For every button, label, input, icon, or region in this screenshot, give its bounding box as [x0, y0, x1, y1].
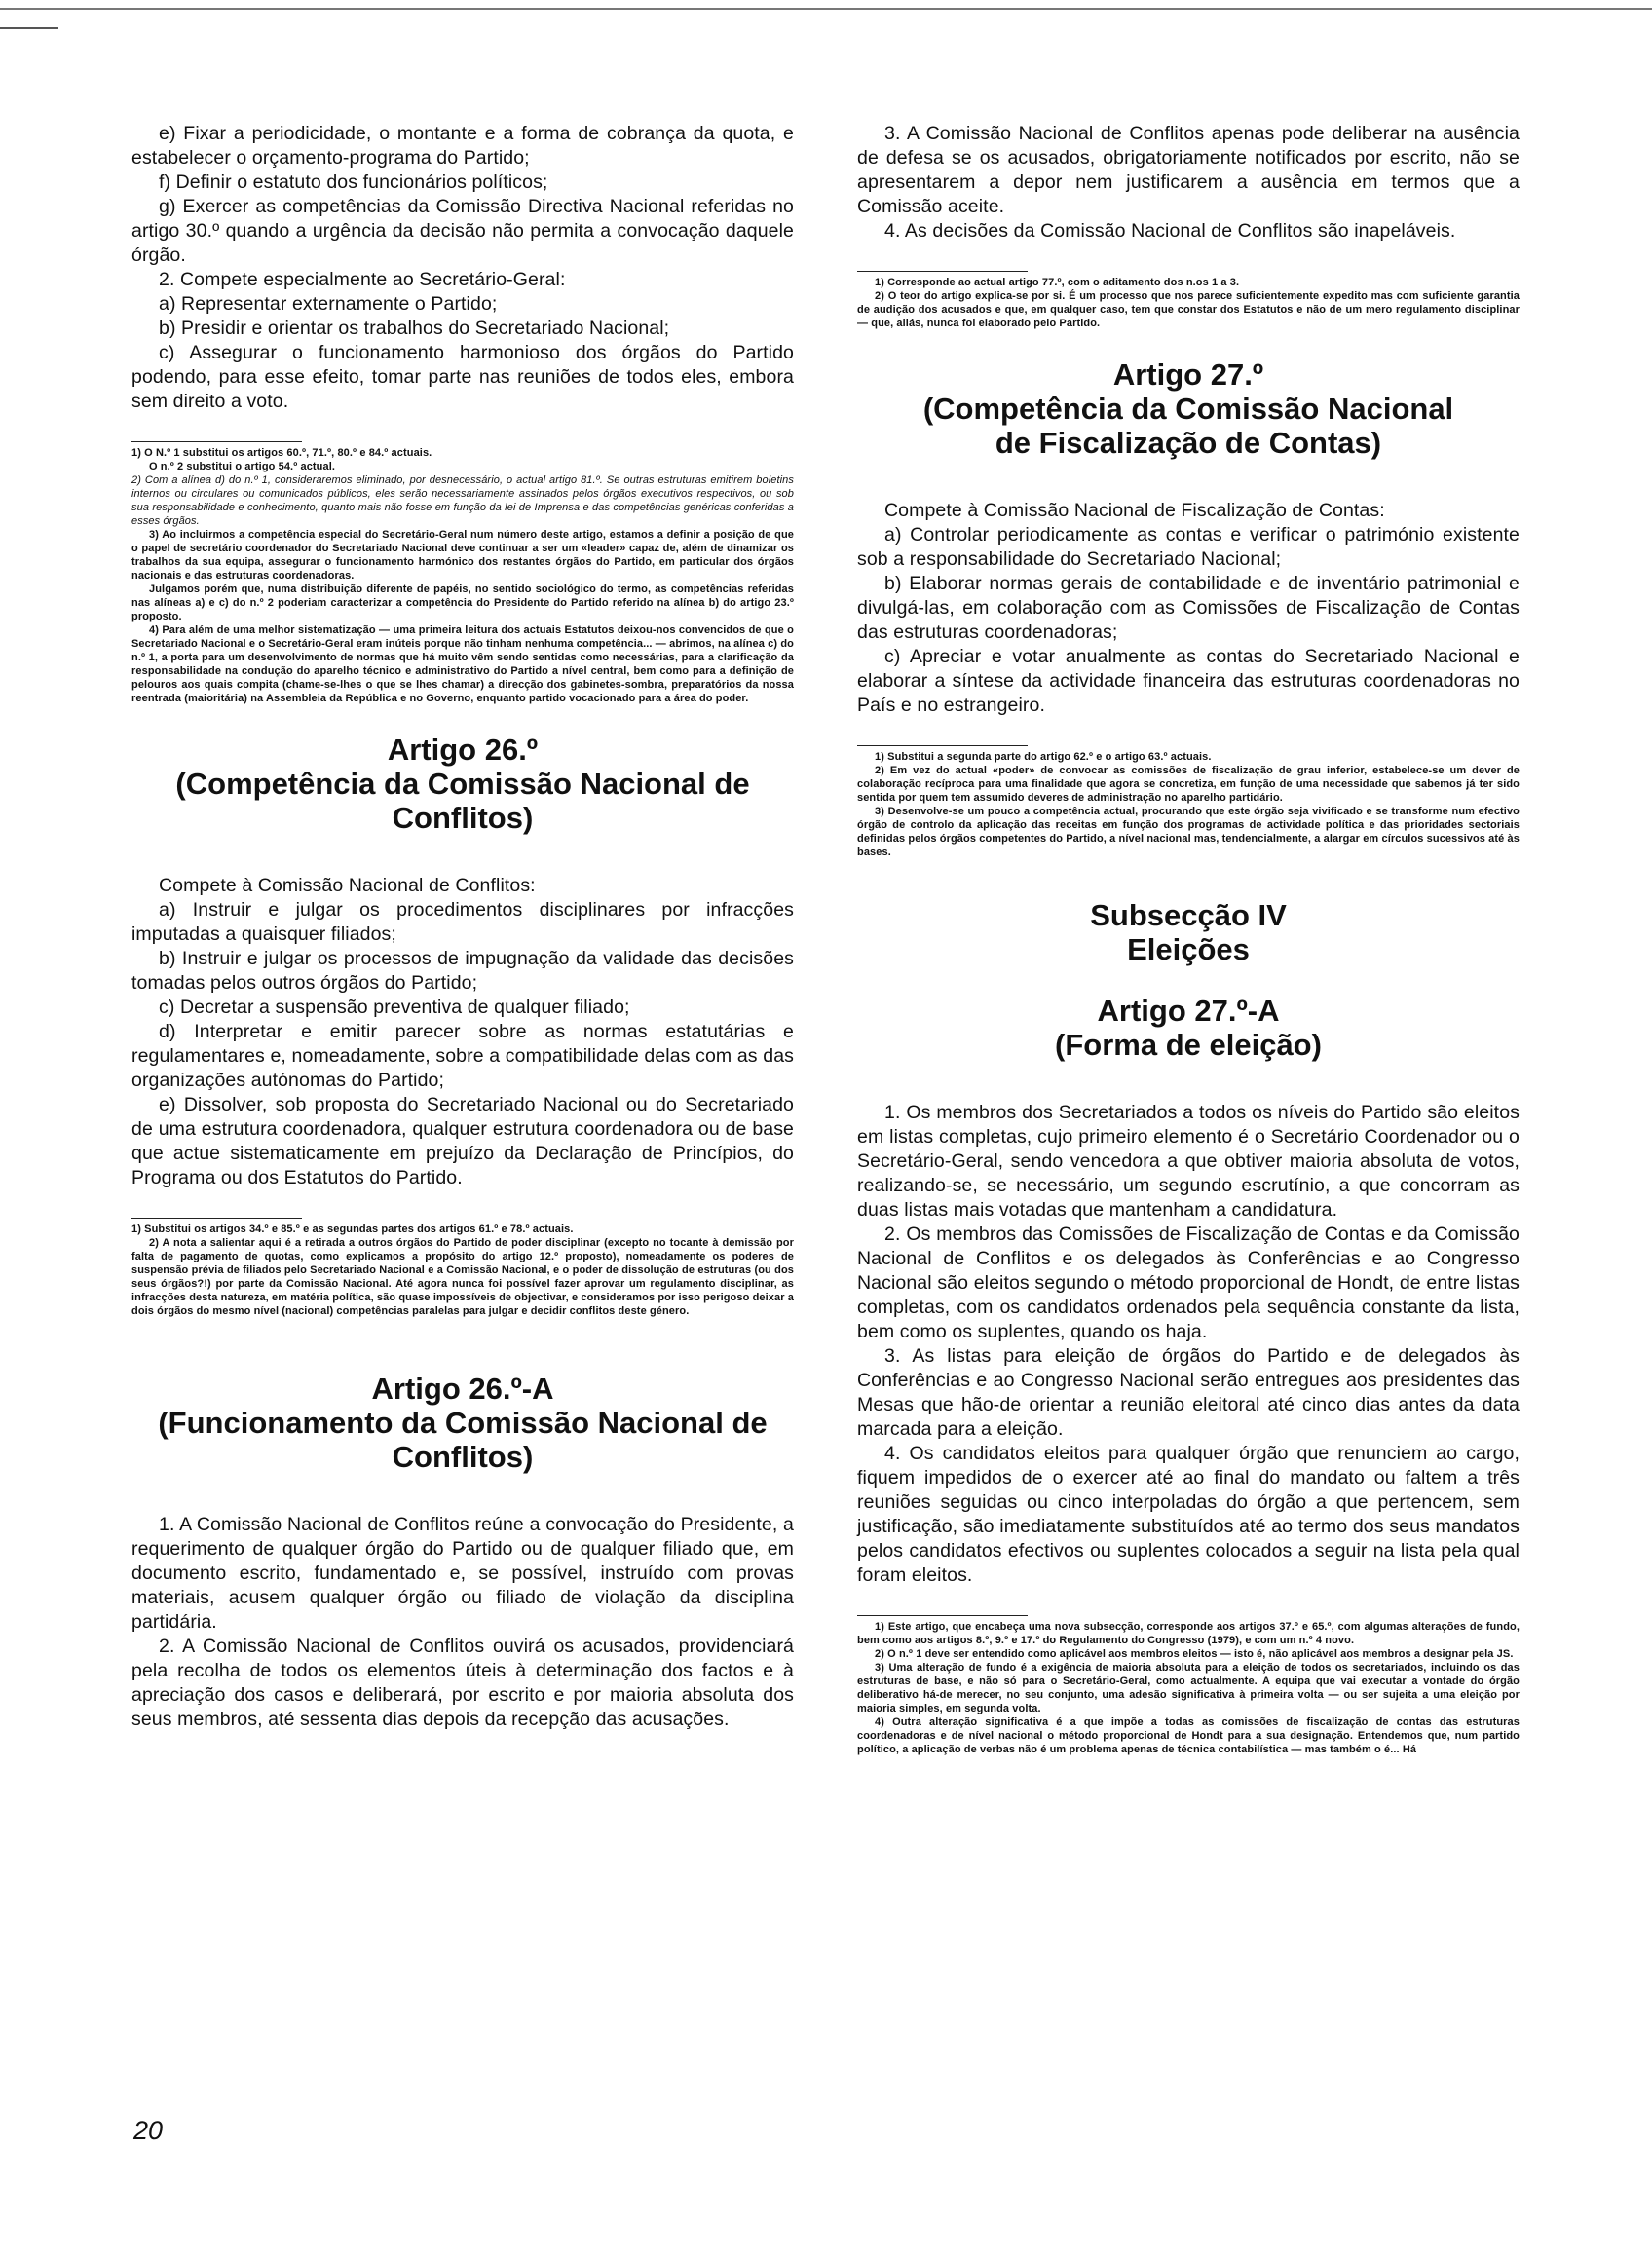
footnote: Julgamos porém que, numa distribuição diferente de papéis, no sentido sociológico do termo, as competências referidas nas alíneas a) e c) do n.º 2 poderiam caracterizar a competência do Presidente do Partido referido na alínea b) do artigo 23.º proposto.	[131, 584, 794, 622]
top-border-line	[0, 8, 1652, 10]
paragraph: c) Decretar a suspensão preventiva de qualquer filiado;	[159, 997, 630, 1018]
top-corner-mark	[0, 27, 58, 29]
paragraph: 1. A Comissão Nacional de Conflitos reúne a convocação do Presidente, a requerimento de qualquer órgão do Partido ou de qualquer filiado que, em documento escrito, fundamentado e, se possível, instruído com provas materiais, acusem qualquer órgão ou filiado de violação da disciplina partidária.	[131, 1514, 794, 1633]
footnote: 1) Substitui os artigos 34.º e 85.º e as segundas partes dos artigos 61.º e 78.º actuais.	[131, 1224, 574, 1235]
paragraph: 3. As listas para eleição de órgãos do Partido e de delegados às Conferências e ao Congresso Nacional serão entregues aos presidentes das Mesas que hão-de orientar a reunião eleitoral até cinco dias antes da data marcada para a eleição.	[857, 1345, 1520, 1440]
right-column	[857, 122, 1520, 1756]
subsection-title: Subsecção IV Eleições	[1090, 898, 1287, 966]
paragraph: b) Elaborar normas gerais de contabilidade e de inventário patrimonial e divulgá-las, em colaboração com as Comissões de Fiscalização de Contas das estruturas coordenadoras;	[857, 573, 1520, 643]
paragraph: 1. Os membros dos Secretariados a todos os níveis do Partido são eleitos em listas completas, cujo primeiro elemento é o Secretário Coordenador ou o Secretário-Geral, sendo vencedora a que obtiver maioria absoluta de votos, realizando-se, se necessário, um segundo escrutínio, a que concorram as duas listas mais votadas que mantenham a candidatura.	[857, 1102, 1520, 1221]
paragraph: 3. A Comissão Nacional de Conflitos apenas pode deliberar na ausência de defesa se os acusados, obrigatoriamente notificados por escrito, não se apresentarem a depor nem justificarem a ausência em termos que a Comissão aceite.	[857, 123, 1520, 217]
paragraph: Compete à Comissão Nacional de Fiscalização de Contas:	[884, 500, 1385, 521]
paragraph: e) Fixar a periodicidade, o montante e a forma de cobrança da quota, e estabelecer o orçamento-programa do Partido;	[131, 123, 794, 169]
paragraph: e) Dissolver, sob proposta do Secretariado Nacional ou do Secretariado de uma estrutura coordenadora, qualquer estrutura coordenadora ou de base que actue sistematicamente em prejuízo da Declaração de Princípios, do Programa ou dos Estatutos do Partido.	[131, 1094, 794, 1188]
paragraph: c) Assegurar o funcionamento harmonioso dos órgãos do Partido podendo, para esse efeito, tomar parte nas reuniões de todos eles, embora sem direito a voto.	[131, 342, 794, 412]
footnote: 2) Em vez do actual «poder» de convocar as comissões de fiscalização de grau inferior, estabelece-se um dever de colaboração recíproca para uma finalidade que agora se concretiza, em função de uma necessidade que sabemos já ter sido sentida por quem tem assumido deveres de administração no aparelho partidário.	[857, 765, 1520, 804]
paragraph: a) Instruir e julgar os procedimentos disciplinares por infracções imputadas a quaisquer filiados;	[131, 899, 794, 945]
footnote: 3) Desenvolve-se um pouco a competência actual, procurando que este órgão seja vivificado e se transforme num efectivo órgão de controlo da aplicação das receitas em função dos programas de actividade política e das prioridades sectoriais definidas pelos órgãos competentes do Partido, a nível nacional mas, tendencialmente, a alargar em círculos sucessivos até às bases.	[857, 806, 1520, 858]
paragraph: f) Definir o estatuto dos funcionários políticos;	[159, 171, 548, 193]
footnote-separator	[131, 441, 302, 442]
footnote: 1) Este artigo, que encabeça uma nova subsecção, corresponde aos artigos 37.º e 65.º, com algumas alterações de fundo, bem como aos artigos 8.º, 9.º e 17.º do Regulamento do Congresso (1979), e com um n.º 4 novo.	[857, 1621, 1520, 1646]
paragraph: 4. Os candidatos eleitos para qualquer órgão que renunciem ao cargo, fiquem impedidos de o exercer até ao final do mandato ou faltem a três reuniões seguidas ou cinco interpoladas do órgão a que pertencem, sem justificação, são imediatamente substituídos até ao termo dos seus mandatos pelos candidatos efectivos ou suplentes colocados a seguir na lista pela qual foram eleitos.	[857, 1443, 1520, 1586]
paragraph: d) Interpretar e emitir parecer sobre as normas estatutárias e regulamentares e, nomeadamente, sobre a compatibilidade delas com as das organizações autónomas do Partido;	[131, 1021, 794, 1091]
paragraph: a) Representar externamente o Partido;	[159, 293, 498, 315]
paragraph: 2. Os membros das Comissões de Fiscalização de Contas e da Comissão Nacional de Conflitos e os delegados às Conferências e ao Congresso Nacional são eleitos segundo o método proporcional de Hondt, de entre listas completas, com os candidatos ordenados pela sequência constante da lista, bem como os suplentes, quando os haja.	[857, 1224, 1520, 1342]
footnote: 3) Ao incluirmos a competência especial do Secretário-Geral num número deste artigo, estamos a definir a posição de que o papel de secretário coordenador do Secretariado Nacional deve continuar a ser um «leader» capaz de, além de dinamizar os trabalhos da sua equipa, assegurar o funcionamento harmónico dos restantes órgãos do Partido, em particular dos órgãos nacionais e das estruturas coordenadoras.	[131, 529, 794, 582]
paragraph: b) Instruir e julgar os processos de impugnação da validade das decisões tomadas pelos outros órgãos do Partido;	[131, 948, 794, 994]
paragraph: Compete à Comissão Nacional de Conflitos:	[159, 875, 536, 896]
footnote: 2) O n.º 1 deve ser entendido como aplicável aos membros eleitos — isto é, não aplicável aos membros a designar pela JS.	[875, 1648, 1514, 1660]
paragraph: 4. As decisões da Comissão Nacional de Conflitos são inapeláveis.	[884, 220, 1456, 242]
footnote-separator	[857, 1615, 1028, 1616]
article-title: Artigo 27.º (Competência da Comissão Nacional de Fiscalização de Contas)	[922, 358, 1454, 460]
footnote-separator	[857, 271, 1028, 272]
paragraph: 2. Compete especialmente ao Secretário-Geral:	[159, 269, 566, 290]
footnote: 4) Para além de uma melhor sistematização — uma primeira leitura dos actuais Estatutos deixou-nos convencidos de que o Secretariado Nacional e o Secretário-Geral eram inúteis porque não tinham nenhuma competência... — abrimos, na alínea c) do n.º 1, a porta para um desenvolvimento de normas que há muito vêm sendo sentidas como necessárias, para a clarificação da responsabilidade na condução do aparelho técnico e administrativo do Partido a nível central, bem como para a definição de pelouros aos quais compita (chame-se-lhes o que se lhes chamar) a direcção dos gabinetes-sombra, preparatórios da nossa reentrada (maioritária) na Assembleia da República e no Governo, enquanto partido vocacionado para a área do poder.	[131, 624, 794, 704]
footnote: 3) Uma alteração de fundo é a exigência de maioria absoluta para a eleição de todos os secretariados, incluindo os das estruturas de base, e não só para o Secretário-Geral, como actualmente. A equipa que vai executar a vontade do órgão deliberativo há-de merecer, no seu conjunto, uma adesão significativa à primeira volta — ou ser sujeita a uma eleição por maioria simples, em segunda volta.	[857, 1662, 1520, 1714]
footnote: 1) Substitui a segunda parte do artigo 62.º e o artigo 63.º actuais.	[875, 751, 1212, 763]
footnote: O n.º 2 substitui o artigo 54.º actual.	[149, 461, 336, 472]
footnote-separator	[131, 1218, 302, 1219]
article-title: Artigo 26.º (Competência da Comissão Nacional de Conflitos)	[175, 733, 750, 835]
paragraph: 2. A Comissão Nacional de Conflitos ouvirá os acusados, providenciará pela recolha de todos os elementos úteis à determinação dos factos e à apreciação dos casos e deliberará, por escrito e por maioria absoluta dos seus membros, até sessenta dias depois da recepção das acusações.	[131, 1636, 794, 1730]
paragraph: a) Controlar periodicamente as contas e verificar o património existente sob a responsabilidade do Secretariado Nacional;	[857, 524, 1520, 570]
footnote: 4) Outra alteração significativa é a que impõe a todas as comissões de fiscalização de contas das estruturas coordenadoras e de nível nacional o método proporcional de Hondt para a sua designação. Entendemos que, num partido político, a aplicação de verbas não é um problema apenas de técnica contabilística — mas também o é... Há	[857, 1716, 1520, 1755]
paragraph: g) Exercer as competências da Comissão Directiva Nacional referidas no artigo 30.º quando a urgência da decisão não permita a convocação daquele órgão.	[131, 196, 794, 266]
page-number: 20	[133, 2116, 164, 2145]
article-title: Artigo 27.º-A (Forma de eleição)	[1055, 994, 1322, 1062]
footnote: 2) A nota a salientar aqui é a retirada a outros órgãos do Partido de poder disciplinar (excepto no tocante à demissão por falta de pagamento de quotas, como explicamos a propósito do artigo 12.º proposto), nomeadamente os poderes de suspensão prévia de filiados pelo Secretariado Nacional e a Comissão Nacional, e o poder de dissolução de estruturas (ou dos seus órgãos?!) por parte da Comissão Nacional. Até agora nunca foi possível fazer aprovar um regulamento disciplinar, as infracções desta natureza, em matéria política, são quase impossíveis de objectivar, e consideramos por isso perigoso deixar a dois órgãos do mesmo nível (nacional) competências paralelas para julgar e decidir conflitos deste género.	[131, 1237, 794, 1317]
left-column	[131, 122, 794, 1732]
footnote: 2) O teor do artigo explica-se por si. É um processo que nos parece suficientemente expedito mas com suficiente garantia de audição dos acusados e que, em qualquer caso, tem que constar dos Estatutos e não de um mero regulamento disciplinar — que, aliás, nunca foi elaborado pelo Partido.	[857, 290, 1520, 329]
article-title: Artigo 26.º-A (Funcionamento da Comissão Nacional de Conflitos)	[158, 1372, 768, 1474]
paragraph: b) Presidir e orientar os trabalhos do Secretariado Nacional;	[159, 318, 670, 339]
footnote: 1) Corresponde ao actual artigo 77.º, com o aditamento dos n.os 1 a 3.	[875, 277, 1240, 288]
footnote: 1) O N.º 1 substitui os artigos 60.º, 71.º, 80.º e 84.º actuais.	[131, 447, 432, 459]
footnote: 2) Com a alínea d) do n.º 1, consideraremos eliminado, por desnecessário, o actual artigo 81.º. Se outras estruturas emitirem boletins internos ou circulares ou comunicados públicos, eles serão necessariamente assinados pelos órgãos executivos respectivos, ou sob sua responsabilidade e conhecimento, quanto mais não fosse em função da lei de Imprensa e das competências genéricas conferidas a esses órgãos.	[131, 474, 794, 527]
footnote-separator	[857, 745, 1028, 746]
paragraph: c) Apreciar e votar anualmente as contas do Secretariado Nacional e elaborar a síntese da actividade financeira das estruturas coordenadoras no País e no estrangeiro.	[857, 646, 1520, 716]
